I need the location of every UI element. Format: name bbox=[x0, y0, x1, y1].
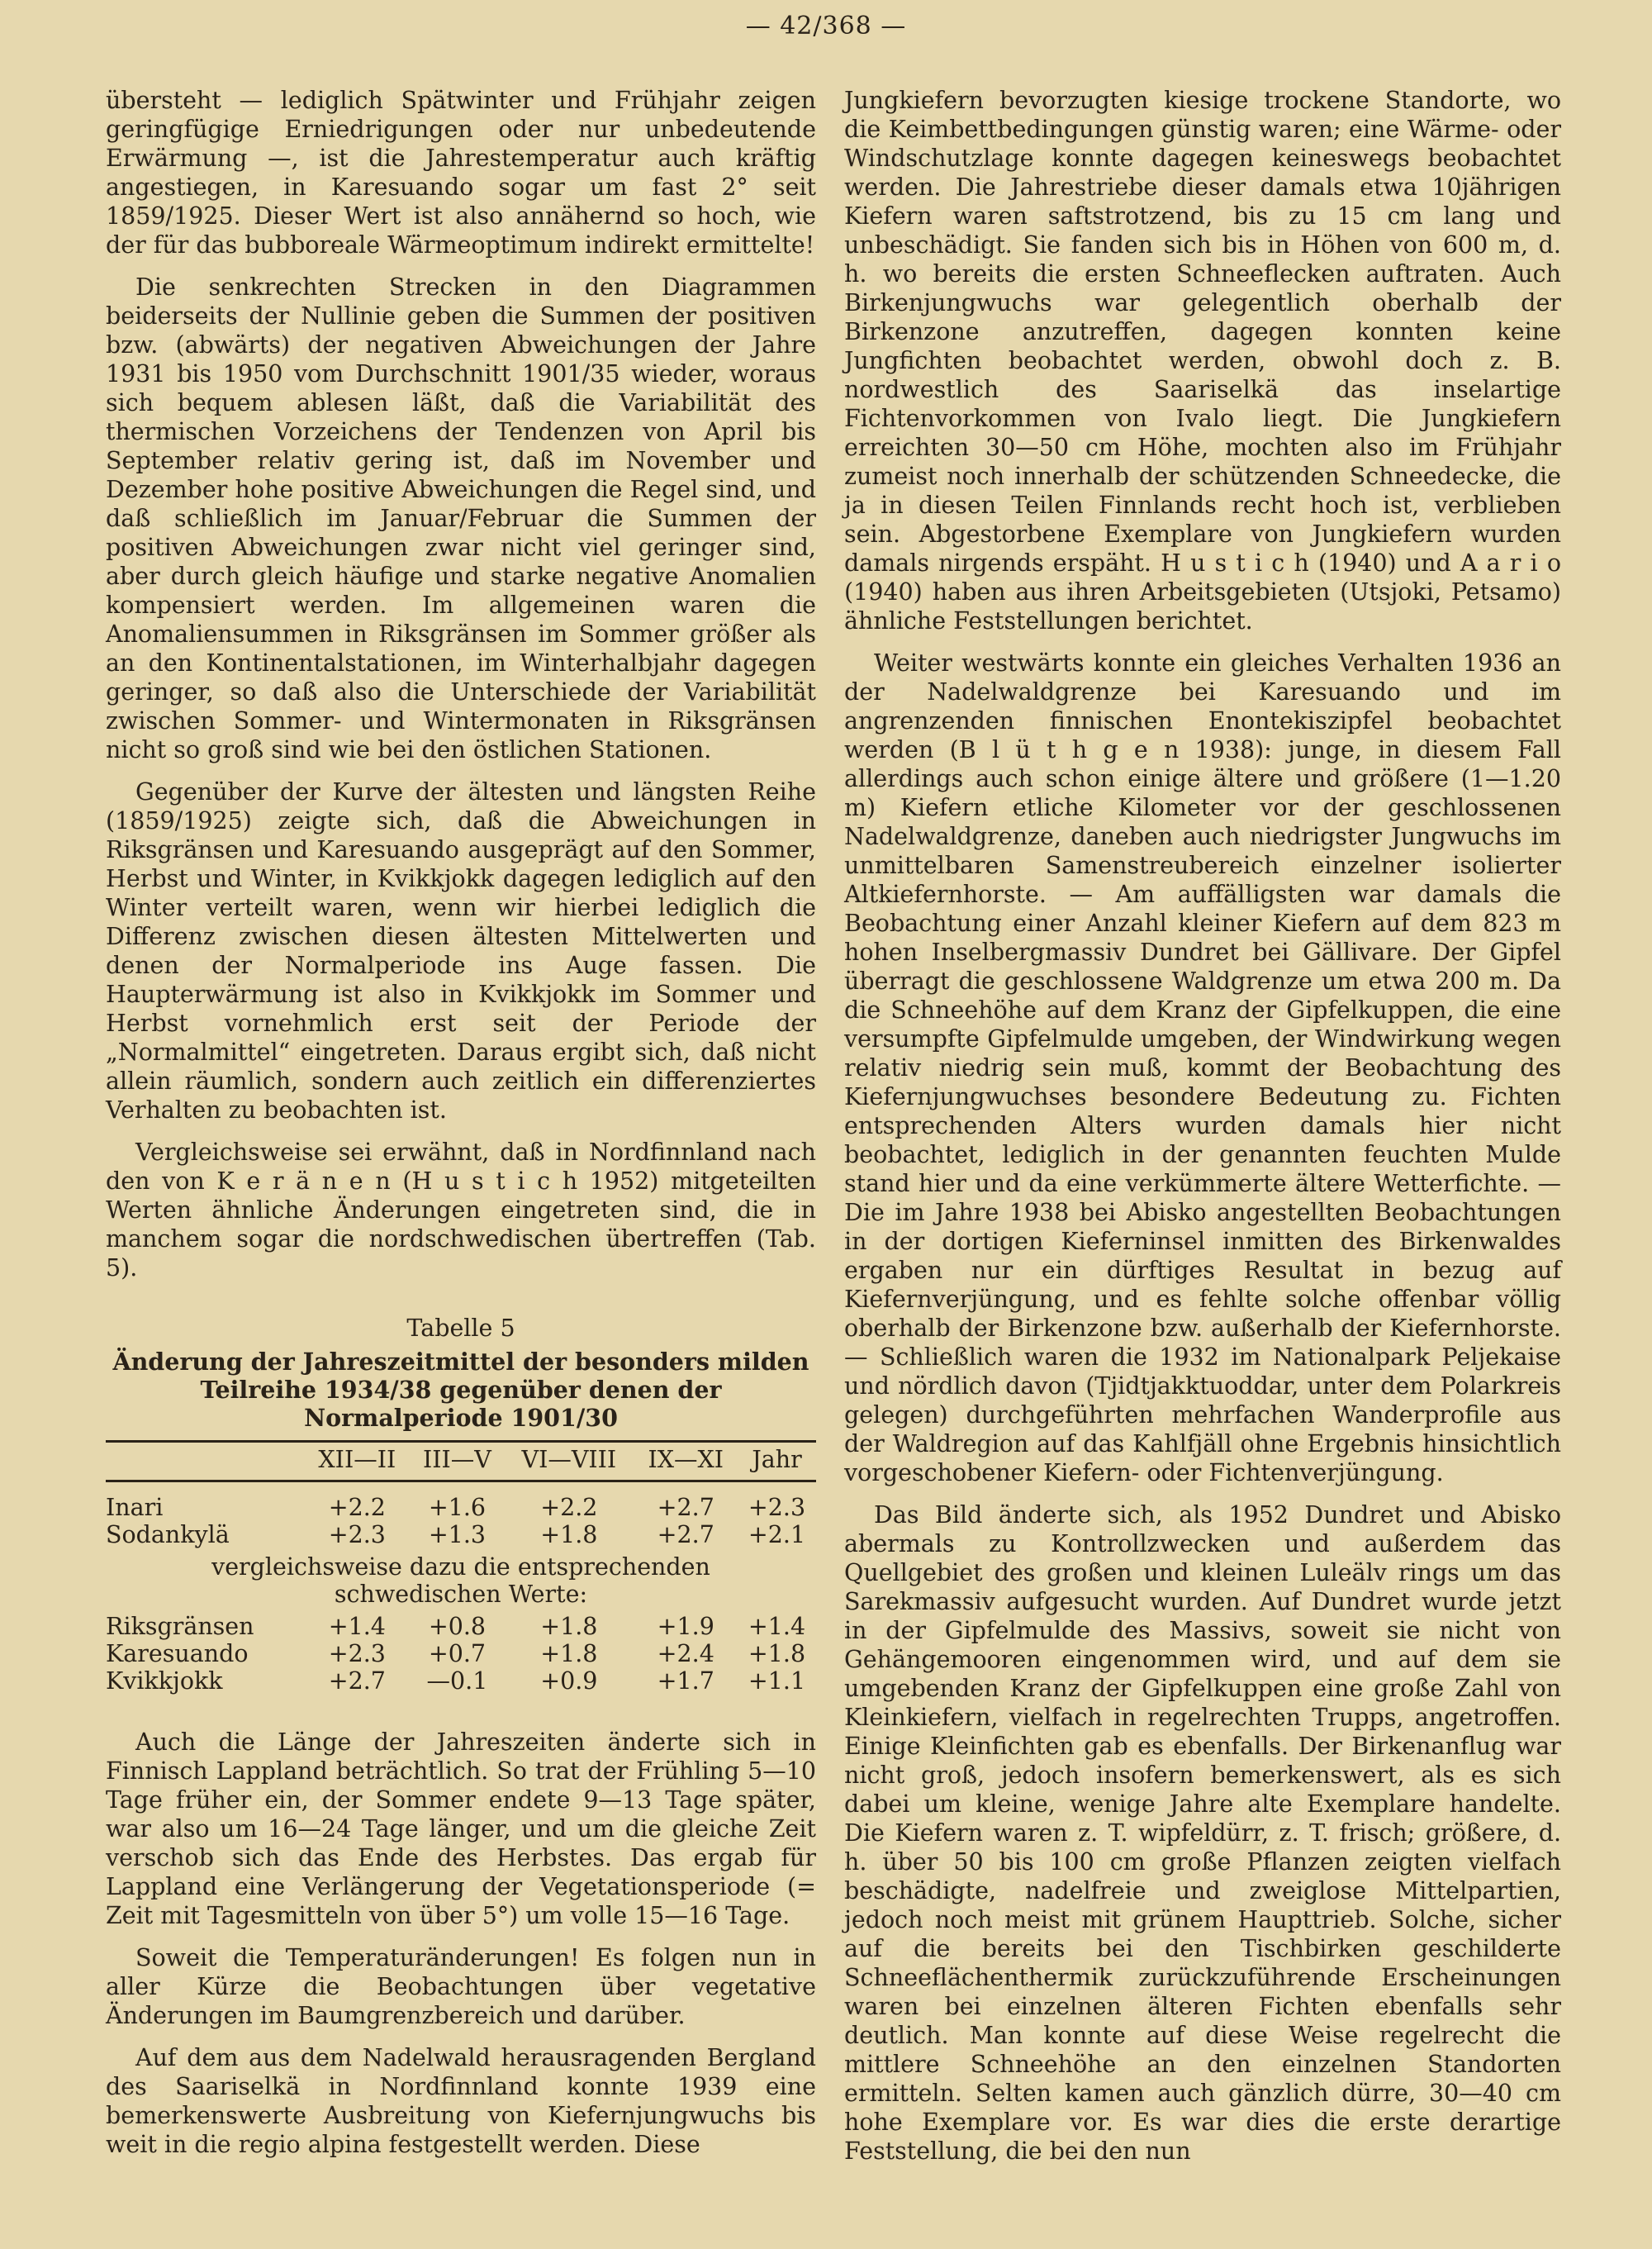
table-cell: +2.2 bbox=[328, 1494, 386, 1521]
table-cell: +1.7 bbox=[657, 1667, 714, 1695]
station-name: Karesuando bbox=[106, 1640, 249, 1667]
paragraph: Die senkrechten Strecken in den Diagrammen beiderseits der Nullinie geben die Summen der positiven bzw. (abwärts) der negativen Abweichungen der Jahre 1931 bis 1950 vom Durchschnitt 1901/35 wieder, woraus sich bequem ablesen läßt, daß die Variabilität des thermischen Vorzeichens der Tendenzen von April bis September relativ gering ist, daß im November und Dezember hohe positive Abweichungen die Regel sind, und daß schließlich im Januar/Februar die Summen der positiven Abweichungen zwar nicht viel geringer sind, aber durch gleich häufige und starke negative Anomalien kompensiert werden. Im allgemeinen waren die Anomaliensummen in Riksgränsen im Sommer größer als an den Kontinentalstationen, im Winterhalbjahr dagegen geringer, so daß also die Unterschiede der Variabilität zwischen Sommer- und Wintermonaten in Riksgränsen nicht so groß sind wie bei den östlichen Stationen. bbox=[106, 273, 816, 763]
table-header-row bbox=[106, 1443, 816, 1480]
left-column bbox=[106, 86, 816, 2172]
paragraph: Soweit die Temperaturänderungen! Es folgen nun in aller Kürze die Beobachtungen über vegetative Änderungen im Baumgrenzbereich und darüber. bbox=[106, 1944, 816, 2029]
table-title: Änderung der Jahreszeitmittel der besonders milden Teilreihe 1934/38 gegenüber denen der Normalperiode 1901/30 bbox=[112, 1348, 809, 1432]
table-cell: +0.8 bbox=[428, 1613, 487, 1640]
paragraph: übersteht — lediglich Spätwinter und Frühjahr zeigen geringfügige Erniedrigungen oder nur unbedeutende Erwärmung —, ist die Jahrestemperatur auch kräftig angestiegen, in Karesuando sogar um fast 2° seit 1859/1925. Dieser Wert ist also annähernd so hoch, wie der für das bubboreale Wärmeoptimum indirekt ermittelte! bbox=[106, 87, 816, 259]
table-spacer bbox=[106, 1695, 816, 1728]
table-subheading bbox=[106, 1548, 816, 1613]
station-name: Sodankylä bbox=[106, 1521, 230, 1548]
table-row bbox=[106, 1613, 816, 1640]
table-row bbox=[106, 1521, 816, 1548]
table-cell: +1.6 bbox=[428, 1494, 487, 1521]
column-header: IX—XI bbox=[648, 1446, 724, 1473]
table-cell: +2.3 bbox=[328, 1640, 386, 1667]
column-header: Jahr bbox=[752, 1446, 802, 1473]
paragraph: Das Bild änderte sich, als 1952 Dundret und Abisko abermals zu Kontrollzwecken und außerdem das Quellgebiet des großen und kleinen Luleälv rings um das Sarekmassiv aufgesucht wurden. Auf Dundret wurde jetzt in der Gipfelmulde des Massivs, soweit sie nicht von Gehängemooren eingenommen wird, und auf dem sie umgebenden Kranz der Gipfelkuppen eine große Zahl von Kleinkiefern, vielfach in regelrechten Trupps, angetroffen. Einige Kleinfichten gab es ebenfalls. Der Birkenanflug war nicht groß, jedoch insofern bemerkenswert, als es sich dabei um kleine, wenige Jahre alte Exemplare handelte. Die Kiefern waren z. T. wipfeldürr, z. T. frisch; größere, d. h. über 50 bis 100 cm große Pflanzen zeigten vielfach beschädigte, nadelfreie und zweiglose Mittelpartien, jedoch noch meist mit grünem Haupttrieb. Solche, sicher auf die bereits bei den Tischbirken geschilderte Schneeflächenthermik zurückzuführende Erscheinungen waren bei einzelnen älteren Fichten ebenfalls sehr deutlich. Man konnte auf diese Weise regelrecht die mittlere Schneehöhe an den einzelnen Standorten ermitteln. Selten kamen auch gänzlich dürre, 30—40 cm hohe Exemplare vor. Es war dies die erste derartige Feststellung, die bei den nun bbox=[844, 1501, 1561, 2165]
table-cell: +2.7 bbox=[657, 1494, 714, 1521]
table-cell: +2.3 bbox=[328, 1521, 386, 1548]
table-cell: +1.1 bbox=[748, 1667, 806, 1695]
paragraph: Auch die Länge der Jahreszeiten änderte sich in Finnisch Lappland beträchtlich. So trat der Frühling 5—10 Tage früher ein, der Sommer endete 9—13 Tage später, war also um 16—24 Tage länger, und um die gleiche Zeit verschob sich das Ende des Herbstes. Das ergab für Lappland eine Verlängerung der Vegetationsperiode (= Zeit mit Tagesmitteln von über 5°) um volle 15—16 Tage. bbox=[106, 1728, 816, 1929]
table-cell: +1.9 bbox=[657, 1613, 714, 1640]
table-cell: +2.4 bbox=[657, 1640, 714, 1667]
table-cell: +1.8 bbox=[540, 1613, 598, 1640]
table-cell: +0.9 bbox=[540, 1667, 598, 1695]
table-row bbox=[106, 1494, 816, 1521]
data-table bbox=[106, 1443, 816, 1695]
table-cell: +1.4 bbox=[748, 1613, 806, 1640]
column-header: VI—VIII bbox=[521, 1446, 617, 1473]
table-caption: Tabelle 5 bbox=[406, 1315, 515, 1342]
paragraph: Weiter westwärts konnte ein gleiches Verhalten 1936 an der Nadelwaldgrenze bei Karesuando und im angrenzenden finnischen Enontekiszipfel beobachtet werden (B l ü t h g e n 1938): junge, in diesem Fall allerdings auch schon einige ältere und größere (1—1.20 m) Kiefern etliche Kilometer vor der geschlossenen Nadelwaldgrenze, daneben auch niedrigster Jungwuchs im unmittelbaren Samenstreubereich einzelner isolierter Altkiefernhorste. — Am auffälligsten war damals die Beobachtung einer Anzahl kleiner Kiefern auf dem 823 m hohen Inselbergmassiv Dundret bei Gällivare. Der Gipfel überragt die geschlossene Waldgrenze um etwa 200 m. Da die Schneehöhe auf dem Kranz der Gipfelkuppen, die eine versumpfte Gipfelmulde umgeben, der Windwirkung wegen relativ niedrig sein muß, kommt der Beobachtung des Kiefernjungwuchses besondere Bedeutung zu. Fichten entsprechenden Alters wurden damals hier nicht beobachtet, lediglich in der genannten feuchten Mulde stand hier und da eine verkümmerte ältere Wetterfichte. — Die im Jahre 1938 bei Abisko angestellten Beobachtungen in der dortigen Kieferninsel inmitten des Birkenwaldes ergaben nur ein dürftiges Resultat in bezug auf Kiefernverjüngung, und es fehlte solche offenbar völlig oberhalb der Birkenzone bzw. außerhalb der Kiefernhorste. — Schließlich waren die 1932 im Nationalpark Peljekaise und nördlich davon (Tjidtjakktuoddar, unter dem Polarkreis gelegen) durchgeführten mehrfachen Wanderprofile aus der Waldregion auf das Kahlfjäll ohne Ergebnis hinsichtlich vorgeschobener Kiefern- oder Fichtenverjüngung. bbox=[844, 649, 1561, 1486]
paragraph: Vergleichsweise sei erwähnt, daß in Nordfinnland nach den von K e r ä n e n (H u s t i c h 1952) mitgeteilten Werten ähnliche Änderungen eingetreten sind, die in manchem sogar die nordschwedischen übertreffen (Tab. 5). bbox=[106, 1139, 816, 1281]
table-cell: —0.1 bbox=[426, 1667, 488, 1695]
right-column bbox=[844, 86, 1561, 2179]
comparison-text-line1: vergleichsweise dazu die entsprechenden bbox=[211, 1553, 710, 1581]
table-cell: +2.7 bbox=[657, 1521, 714, 1548]
station-name: Riksgränsen bbox=[106, 1613, 254, 1640]
station-name: Kvikkjokk bbox=[106, 1667, 223, 1695]
column-header: XII—II bbox=[318, 1446, 396, 1473]
table-cell: +2.7 bbox=[328, 1667, 386, 1695]
paragraph: Gegenüber der Kurve der ältesten und längsten Reihe (1859/1925) zeigte sich, daß die Abweichungen in Riksgränsen und Karesuando ausgeprägt auf den Sommer, Herbst und Winter, in Kvikkjokk dagegen lediglich auf den Winter verteilt waren, wenn wir hierbei lediglich die Differenz zwischen diesen ältesten Mittelwerten und denen der Normalperiode ins Auge fassen. Die Haupterwärmung ist also in Kvikkjokk im Sommer und Herbst vornehmlich erst seit der Periode der „Normalmittel“ eingetreten. Daraus ergibt sich, daß nicht allein räumlich, sondern auch zeitlich ein differenziertes Verhalten zu beobachten ist. bbox=[106, 778, 816, 1124]
table-cell: +1.8 bbox=[748, 1640, 806, 1667]
table-cell: +2.3 bbox=[748, 1494, 806, 1521]
table-cell: +0.7 bbox=[428, 1640, 487, 1667]
column-header: III—V bbox=[422, 1446, 491, 1473]
table-cell: +1.8 bbox=[540, 1521, 598, 1548]
page-number: — 42/368 — bbox=[745, 12, 907, 40]
table-cell: +2.1 bbox=[748, 1521, 806, 1548]
table-row bbox=[106, 1667, 816, 1695]
paragraph: Auf dem aus dem Nadelwald herausragenden Bergland des Saariselkä in Nordfinnland konnte 1939 eine bemerkenswerte Ausbreitung von Kiefernjungwuchs bis weit in die regio alpina festgestellt werden. Diese bbox=[106, 2044, 816, 2158]
table-row bbox=[106, 1640, 816, 1667]
table-cell: +2.2 bbox=[540, 1494, 598, 1521]
header-empty bbox=[106, 1443, 304, 1480]
paragraph: Jungkiefern bevorzugten kiesige trockene Standorte, wo die Keimbettbedingungen günstig waren; eine Wärme- oder Windschutzlage konnte dagegen keineswegs beobachtet werden. Die Jahrestriebe dieser damals etwa 10jährigen Kiefern waren saftstrotzend, bis zu 15 cm lang und unbeschädigt. Sie fanden sich bis in Höhen von 600 m, d. h. wo bereits die ersten Schneeflecken auftraten. Auch Birkenjungwuchs war gelegentlich oberhalb der Birkenzone anzutreffen, dagegen konnten keine Jungfichten beobachtet werden, obwohl doch z. B. nordwestlich des Saariselkä das inselartige Fichtenvorkommen von Ivalo liegt. Die Jungkiefern erreichten 30—50 cm Höhe, mochten also im Frühjahr zumeist noch innerhalb der schützenden Schneedecke, die ja in diesen Teilen Finnlands recht hoch ist, verblieben sein. Abgestorbene Exemplare von Jungkiefern wurden damals nirgends erspäht. H u s t i c h (1940) und A a r i o (1940) haben aus ihren Arbeitsgebieten (Utsjoki, Petsamo) ähnliche Feststellungen berichtet. bbox=[844, 87, 1561, 635]
table-cell: +1.8 bbox=[540, 1640, 598, 1667]
station-name: Inari bbox=[106, 1494, 164, 1521]
table-cell: +1.3 bbox=[428, 1521, 487, 1548]
table-cell: +1.4 bbox=[328, 1613, 386, 1640]
comparison-text-line2: schwedischen Werte: bbox=[334, 1581, 588, 1608]
